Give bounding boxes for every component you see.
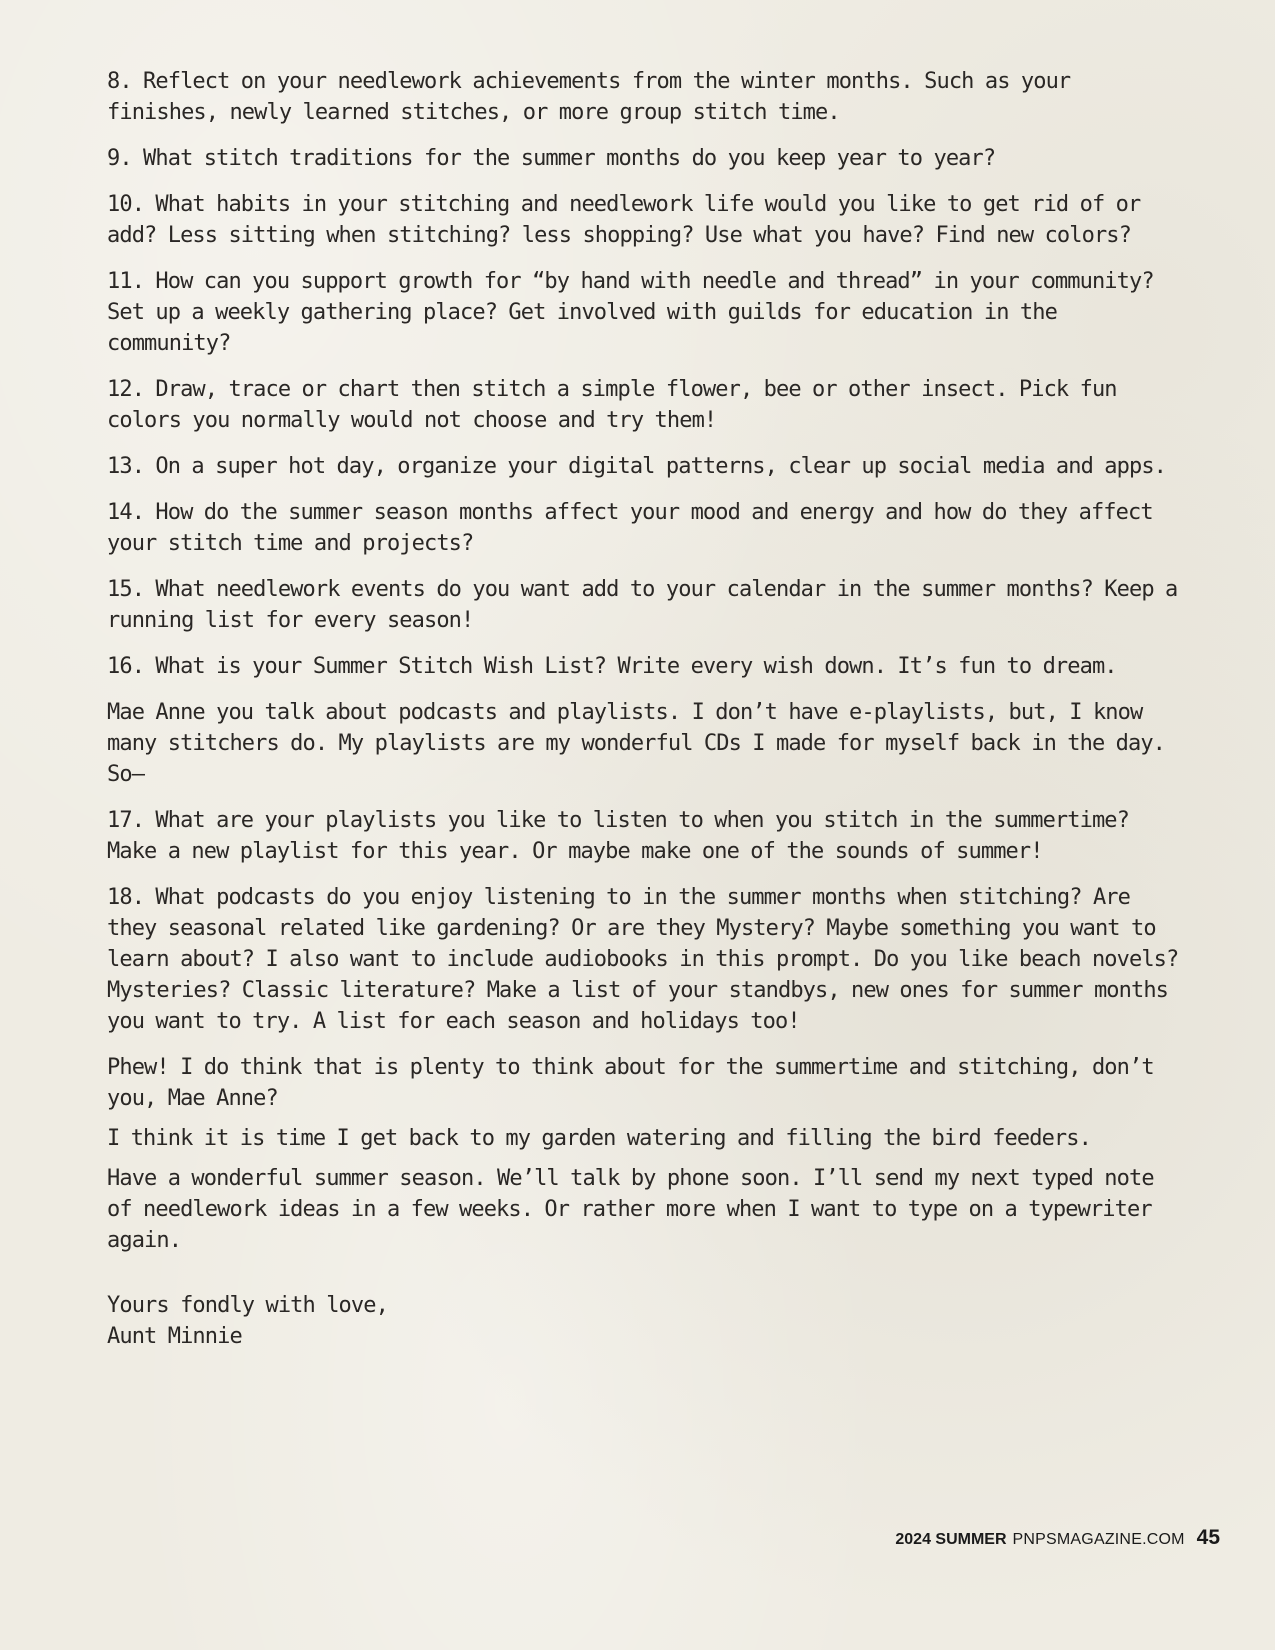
prompt-9: 9. What stitch traditions for the summer months do you keep year to year?	[107, 146, 996, 171]
signature: Aunt Minnie	[107, 1324, 242, 1349]
prompt-8: 8. Reflect on your needlework achievements from the winter months. Such as your finishes, newly learned stitches, or more group stitch time.	[107, 69, 1071, 125]
page-number: 45	[1196, 1526, 1220, 1549]
website-link: PNPSMAGAZINE.COM	[1012, 1531, 1185, 1548]
prompt-12: 12. Draw, trace or chart then stitch a simple flower, bee or other insect. Pick fun colors you normally would not choose and try them!	[107, 377, 1117, 433]
prompt-17: 17. What are your playlists you like to listen to when you stitch in the summertime? Make a new playlist for this year. Or maybe make one of the sounds of summer!	[107, 808, 1129, 864]
garden-paragraph: I think it is time I get back to my garden watering and filling the bird feeders.	[107, 1126, 1091, 1151]
issue-label: 2024 SUMMER	[895, 1531, 1007, 1548]
page-footer	[895, 1526, 1220, 1550]
signoff	[107, 1290, 1187, 1352]
farewell-paragraph: Have a wonderful summer season. We’ll talk by phone soon. I’ll send my next typed note of needlework ideas in a few weeks. Or rather more when I want to type on a typewriter again.	[107, 1166, 1154, 1253]
prompt-18: 18. What podcasts do you enjoy listening to in the summer months when stitching? Are they seasonal related like gardening? Or are they Mystery? Maybe something you want to learn about? I also want to include audiobooks in this prompt. Do you like beach novels? Mysteries? Classic literature? Make a list of your standbys, new ones for summer months you want to try. A list for each season and holidays too!	[107, 885, 1179, 1034]
prompt-14: 14. How do the summer season months affect your mood and energy and how do they affect your stitch time and projects?	[107, 500, 1153, 556]
prompt-15: 15. What needlework events do you want add to your calendar in the summer months? Keep a running list for every season!	[107, 577, 1178, 633]
phew-paragraph: Phew! I do think that is plenty to think about for the summertime and stitching, don’t you, Mae Anne?	[107, 1055, 1154, 1111]
playlists-intro: Mae Anne you talk about podcasts and playlists. I don’t have e-playlists, but, I know many stitchers do. My playlists are my wonderful CDs I made for myself back in the day. So—	[107, 700, 1166, 787]
prompt-13: 13. On a super hot day, organize your digital patterns, clear up social media and apps.	[107, 454, 1167, 479]
letter-body	[107, 66, 1187, 1352]
prompt-11: 11. How can you support growth for “by hand with needle and thread” in your community? Set up a weekly gathering place? Get involved with guilds for education in the community?	[107, 269, 1154, 356]
prompt-16: 16. What is your Summer Stitch Wish List? Write every wish down. It’s fun to dream.	[107, 654, 1117, 679]
prompt-10: 10. What habits in your stitching and needlework life would you like to get rid of or add? Less sitting when stitching? less shopping? Use what you have? Find new colors?	[107, 192, 1141, 248]
closing-line: Yours fondly with love,	[107, 1293, 388, 1318]
